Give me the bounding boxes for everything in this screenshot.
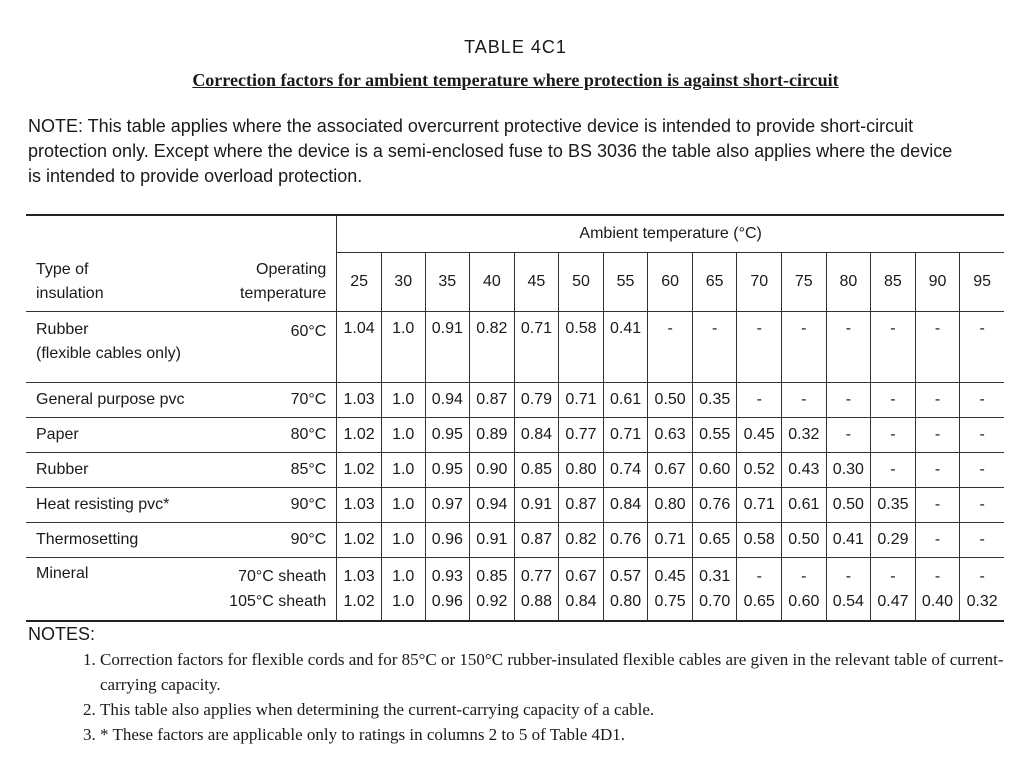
factor-cell: 1.0	[381, 418, 425, 453]
factor-cell: 0.84	[514, 418, 559, 453]
factor-cell	[782, 558, 827, 622]
factor-cell: 0.89	[470, 418, 515, 453]
temp-header-90: 90	[915, 253, 960, 312]
factor-cell	[915, 558, 960, 622]
temp-header-50: 50	[559, 253, 604, 312]
type-of-insulation-header	[26, 253, 226, 312]
temp-header-95: 95	[960, 253, 1004, 312]
temp-header-35: 35	[425, 253, 470, 312]
factor-cell: 1.02	[337, 418, 382, 453]
factor-cell: 0.87	[470, 383, 515, 418]
factor-cell: -	[737, 312, 782, 383]
factor-value: 0.88	[520, 593, 552, 610]
factor-cell: 0.35	[692, 383, 737, 418]
factor-value: -	[890, 568, 896, 585]
factor-value: 0.75	[654, 593, 686, 610]
notes-heading: NOTES:	[28, 624, 96, 644]
factor-cell	[648, 558, 693, 622]
factor-cell: 0.58	[737, 523, 782, 558]
factor-cell: 0.71	[559, 383, 604, 418]
factor-cell: 0.77	[559, 418, 604, 453]
factor-cell: 0.76	[692, 488, 737, 523]
factor-cell: 0.90	[470, 453, 515, 488]
factor-value: 0.31	[699, 568, 731, 585]
factor-cell: 0.91	[470, 523, 515, 558]
temp-header-25: 25	[337, 253, 382, 312]
factor-cell: 1.02	[337, 453, 382, 488]
factor-value: -	[845, 568, 852, 585]
factor-cell: 0.71	[514, 312, 559, 383]
insulation-type: General purpose pvc	[36, 391, 185, 408]
factor-cell: 0.50	[782, 523, 827, 558]
operating-temperature-cell: 60°C	[226, 312, 337, 383]
factor-cell: 0.67	[648, 453, 693, 488]
factor-cell: -	[915, 453, 960, 488]
factor-cell: 0.85	[514, 453, 559, 488]
temp-header-30: 30	[381, 253, 425, 312]
insulation-type-note: (flexible cables only)	[36, 345, 181, 362]
factor-cell: 0.41	[826, 523, 871, 558]
factor-cell: 0.74	[603, 453, 648, 488]
temp-header-55: 55	[603, 253, 648, 312]
factor-value: 0.45	[654, 568, 686, 585]
factor-cell	[960, 558, 1004, 622]
table-row	[26, 312, 1004, 383]
factor-value: 1.0	[392, 593, 415, 610]
factor-cell	[381, 558, 425, 622]
factor-cell: 0.63	[648, 418, 693, 453]
temp-header-65: 65	[692, 253, 737, 312]
intro-note	[28, 114, 1013, 189]
factor-cell: 0.61	[782, 488, 827, 523]
factor-cell	[559, 558, 604, 622]
factor-cell: 0.43	[782, 453, 827, 488]
op-header-line1: Operating	[256, 260, 327, 278]
table-row	[26, 418, 1004, 453]
temp-header-60: 60	[648, 253, 693, 312]
factor-value: 0.93	[431, 568, 463, 585]
factor-value: 0.85	[476, 568, 508, 585]
note-line: protection only. Except where the device is a semi-enclosed fuse to BS 3036 the table also applies where the device	[28, 141, 953, 161]
factor-cell: 1.0	[381, 383, 425, 418]
factor-cell: 0.30	[826, 453, 871, 488]
factor-cell: 1.0	[381, 488, 425, 523]
factor-cell: 0.96	[425, 523, 470, 558]
factor-cell: -	[915, 523, 960, 558]
factor-cell: -	[826, 383, 871, 418]
factor-cell: 0.87	[559, 488, 604, 523]
factor-cell: 0.91	[425, 312, 470, 383]
type-header-line1: Type of	[36, 260, 89, 278]
note-item: 2. This table also applies when determining the current-carrying capacity of a cable.	[100, 697, 1018, 722]
factor-cell: 0.71	[737, 488, 782, 523]
table-row	[26, 523, 1004, 558]
factor-value: -	[756, 568, 762, 585]
factor-value: 1.03	[343, 568, 375, 585]
correction-factor-table	[26, 214, 1004, 622]
factor-value: 1.02	[343, 593, 375, 610]
factor-cell: 1.04	[337, 312, 382, 383]
operating-temperature-cell: 80°C	[226, 418, 337, 453]
factor-cell: 0.35	[871, 488, 916, 523]
factor-cell: 1.02	[337, 523, 382, 558]
factor-cell: -	[915, 312, 960, 383]
factor-value: -	[801, 568, 807, 585]
factor-cell: 0.97	[425, 488, 470, 523]
factor-cell: -	[915, 418, 960, 453]
factor-cell: -	[871, 418, 916, 453]
factor-cell: 0.71	[648, 523, 693, 558]
factor-cell	[826, 558, 871, 622]
temp-header-75: 75	[782, 253, 827, 312]
operating-temperature-cell: 70°C	[226, 383, 337, 418]
factor-cell: -	[960, 418, 1004, 453]
factor-cell: 0.61	[603, 383, 648, 418]
factor-cell: -	[960, 453, 1004, 488]
factor-cell: -	[871, 453, 916, 488]
factor-cell: 1.03	[337, 383, 382, 418]
factor-cell: 1.0	[381, 523, 425, 558]
mineral-sheath-105: 105°C sheath	[229, 593, 327, 610]
factor-cell: 0.41	[603, 312, 648, 383]
factor-cell	[425, 558, 470, 622]
temp-header-70: 70	[737, 253, 782, 312]
insulation-type-cell	[26, 418, 226, 453]
factor-cell: 0.76	[603, 523, 648, 558]
factor-cell	[337, 558, 382, 622]
factor-value: 0.57	[609, 568, 642, 585]
factor-value: 0.92	[476, 593, 508, 610]
factor-value: 0.84	[565, 593, 597, 610]
factor-cell: -	[871, 383, 916, 418]
factor-cell: 0.80	[648, 488, 693, 523]
factor-value: 0.60	[788, 593, 820, 610]
factor-cell: 0.91	[514, 488, 559, 523]
factor-cell: 0.55	[692, 418, 737, 453]
temp-header-40: 40	[470, 253, 515, 312]
operating-temperature-cell	[226, 558, 337, 622]
temp-header-45: 45	[514, 253, 559, 312]
factor-cell: -	[782, 383, 827, 418]
insulation-type-cell	[26, 453, 226, 488]
factor-value: 0.47	[877, 593, 909, 610]
factor-cell: 0.94	[470, 488, 515, 523]
factor-cell: 0.60	[692, 453, 737, 488]
factor-value: -	[934, 568, 941, 585]
factor-cell: -	[960, 488, 1004, 523]
table-row	[26, 383, 1004, 418]
factor-cell: 0.80	[559, 453, 604, 488]
temp-header-80: 80	[826, 253, 871, 312]
factor-cell: 0.84	[603, 488, 648, 523]
operating-temperature-header	[226, 253, 337, 312]
factor-cell	[514, 558, 559, 622]
factor-value: 1.0	[392, 568, 415, 585]
insulation-type: Rubber	[36, 461, 89, 478]
notes-list	[28, 647, 1018, 747]
factor-cell: -	[782, 312, 827, 383]
factor-cell: 1.03	[337, 488, 382, 523]
note-item: 1. Correction factors for flexible cords and for 85°C or 150°C rubber-insulated flexible cables are given in the relevant table of current-carrying capacity.	[100, 647, 1018, 697]
note-item: 3. * These factors are applicable only to ratings in columns 2 to 5 of Table 4D1.	[100, 722, 1018, 747]
factor-cell: 0.65	[692, 523, 737, 558]
table-subtitle-text: Correction factors for ambient temperature where protection is against short-circuit	[192, 70, 839, 90]
mineral-sheath-70: 70°C sheath	[238, 568, 327, 585]
operating-temperature-cell: 85°C	[226, 453, 337, 488]
insulation-type: Rubber	[36, 321, 89, 338]
factor-value: 0.70	[699, 593, 731, 610]
factor-value: -	[979, 568, 985, 585]
note-line: NOTE: This table applies where the associated overcurrent protective device is intended to provide short-circuit	[28, 116, 914, 136]
factor-cell: 0.45	[737, 418, 782, 453]
factor-cell	[470, 558, 515, 622]
factor-cell	[692, 558, 737, 622]
factor-cell: -	[915, 383, 960, 418]
factor-value: 0.96	[431, 593, 463, 610]
insulation-type: Paper	[36, 426, 79, 443]
table-title: TABLE 4C1	[464, 37, 567, 57]
factor-cell: -	[648, 312, 693, 383]
op-header-line2: temperature	[240, 284, 327, 302]
column-header-row	[26, 253, 1004, 312]
factor-cell: -	[826, 418, 871, 453]
temp-header-85: 85	[871, 253, 916, 312]
factor-cell: -	[692, 312, 737, 383]
factor-value: 0.67	[565, 568, 597, 585]
factor-cell: -	[960, 383, 1004, 418]
factor-cell: 1.0	[381, 312, 425, 383]
factor-cell: 0.50	[648, 383, 693, 418]
insulation-type-cell	[26, 523, 226, 558]
factor-cell: -	[737, 383, 782, 418]
insulation-type: Heat resisting pvc*	[36, 496, 170, 513]
factor-cell: -	[915, 488, 960, 523]
factor-value: 0.65	[743, 593, 775, 610]
factor-cell: -	[826, 312, 871, 383]
insulation-type-cell	[26, 312, 226, 383]
ambient-header-row	[26, 216, 1004, 253]
factor-value: 0.80	[609, 593, 642, 610]
factor-cell: -	[871, 312, 916, 383]
table-row	[26, 488, 1004, 523]
factor-cell: 1.0	[381, 453, 425, 488]
factor-cell: 0.50	[826, 488, 871, 523]
factor-cell: -	[960, 523, 1004, 558]
table-subtitle	[0, 70, 1031, 91]
type-header-line2: insulation	[36, 284, 104, 302]
ambient-temperature-header: Ambient temperature (°C)	[337, 216, 1004, 253]
table-row-mineral	[26, 558, 1004, 622]
factor-cell: 0.32	[782, 418, 827, 453]
factor-cell: 0.52	[737, 453, 782, 488]
factor-value: 0.77	[520, 568, 552, 585]
factor-cell: 0.82	[559, 523, 604, 558]
operating-temperature-cell: 90°C	[226, 488, 337, 523]
table-row	[26, 453, 1004, 488]
factor-cell	[603, 558, 648, 622]
insulation-type-cell	[26, 488, 226, 523]
notes-section	[28, 622, 1018, 747]
factor-cell: 0.82	[470, 312, 515, 383]
factor-cell	[737, 558, 782, 622]
factor-cell: 0.71	[603, 418, 648, 453]
factor-cell: 0.87	[514, 523, 559, 558]
factor-value: 0.32	[966, 593, 998, 610]
insulation-type: Thermosetting	[36, 531, 139, 548]
factor-cell: -	[960, 312, 1004, 383]
factor-value: 0.54	[832, 593, 864, 610]
factor-cell: 0.58	[559, 312, 604, 383]
factor-cell: 0.95	[425, 418, 470, 453]
factor-cell: 0.79	[514, 383, 559, 418]
operating-temperature-cell: 90°C	[226, 523, 337, 558]
factor-value: 0.40	[921, 593, 954, 610]
factor-cell	[871, 558, 916, 622]
factor-cell: 0.95	[425, 453, 470, 488]
insulation-type-cell	[26, 383, 226, 418]
factor-cell: 0.94	[425, 383, 470, 418]
note-line: is intended to provide overload protection.	[28, 166, 363, 186]
insulation-type-cell: Mineral	[26, 558, 226, 622]
factor-cell: 0.29	[871, 523, 916, 558]
